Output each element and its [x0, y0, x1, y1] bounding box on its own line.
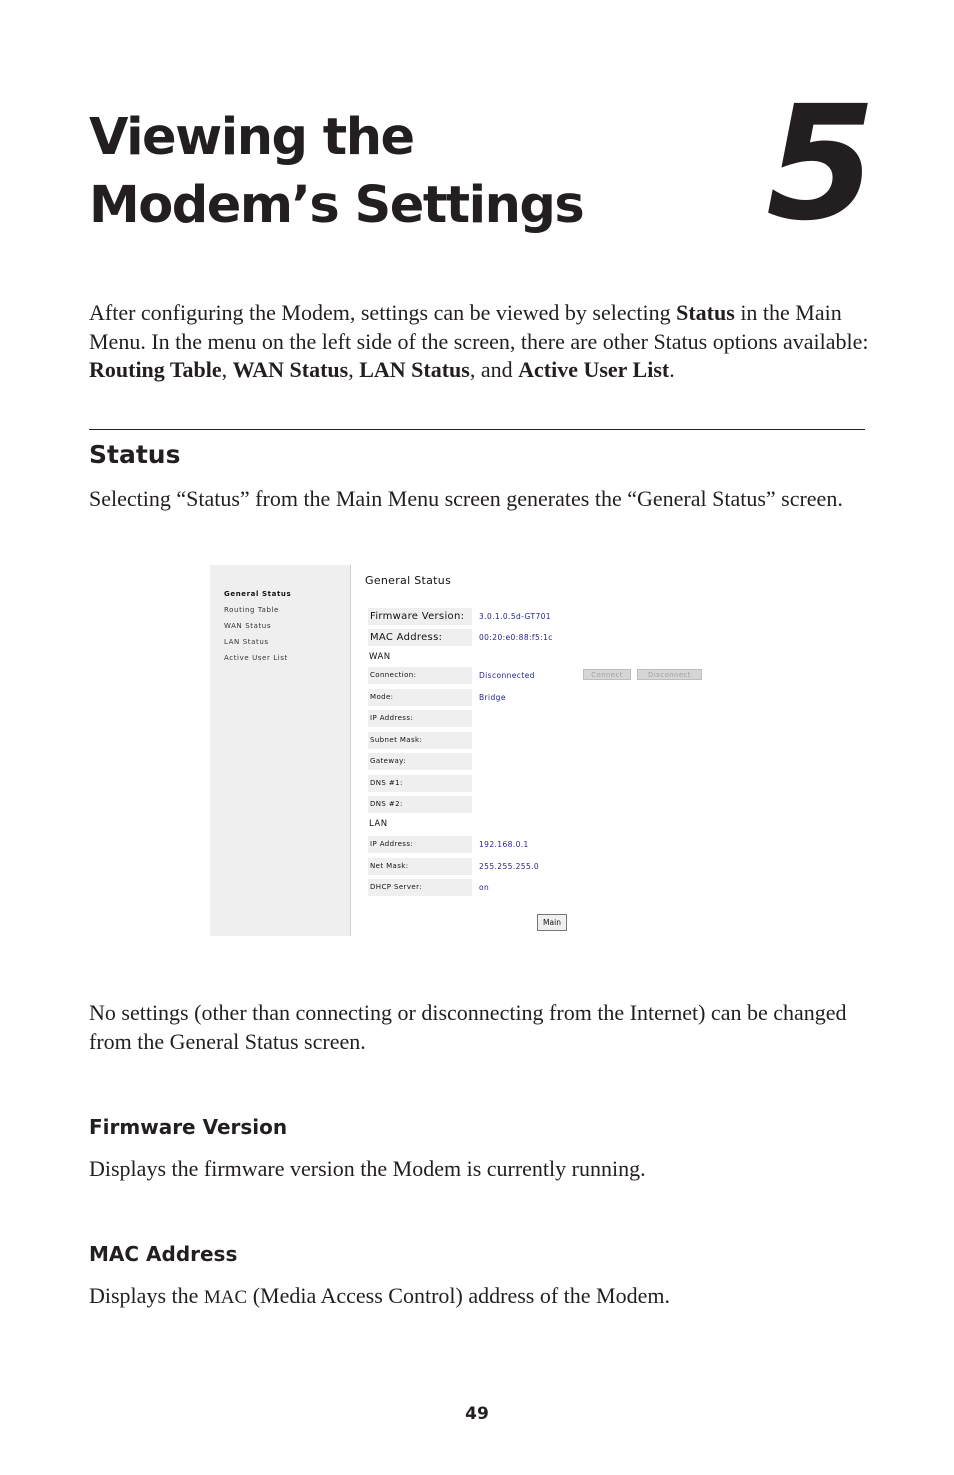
nav-wan-status[interactable]: WAN Status: [224, 622, 272, 630]
intro-status-term: Status: [676, 300, 735, 325]
disconnect-button[interactable]: Disconnect: [637, 669, 702, 680]
mac-address-heading: MAC Address: [89, 1242, 238, 1266]
mac-address-label: MAC Address:: [368, 629, 472, 646]
wan-connection-label: Connection:: [368, 667, 472, 684]
lan-net-mask-label: Net Mask:: [368, 858, 472, 875]
section-divider: [89, 429, 865, 430]
mac-address-value: 00:20:e0:88:f5:1c: [479, 633, 553, 642]
status-description: Selecting “Status” from the Main Menu screen generates the “General Status” screen.: [89, 486, 843, 511]
intro-sep-2: ,: [348, 357, 360, 382]
lan-net-mask-value: 255.255.255.0: [479, 862, 540, 871]
intro-text-2: in the Main Menu. In the menu on the left side of the screen, there are other Status options available:: [89, 300, 869, 354]
firmware-version-label: Firmware Version:: [368, 608, 472, 625]
nav-routing-table[interactable]: Routing Table: [224, 606, 279, 614]
chapter-title-line-2: Modem’s Settings: [89, 176, 584, 235]
wan-mode-label: Mode:: [368, 689, 472, 706]
nav-lan-status[interactable]: LAN Status: [224, 638, 269, 646]
lan-ip-address-value: 192.168.0.1: [479, 840, 529, 849]
intro-text-1: After configuring the Modem, settings can be viewed by selecting: [89, 300, 677, 325]
connect-button[interactable]: Connect: [583, 669, 631, 680]
general-status-screenshot: [210, 565, 710, 937]
no-settings-paragraph: No settings (other than connecting or disconnecting from the Internet) can be changed from the General Status screen.: [89, 1000, 847, 1054]
wan-heading: WAN: [369, 652, 391, 662]
wan-connection-value: Disconnected: [479, 671, 535, 680]
status-side-menu: [210, 565, 351, 936]
mac-text-after: (Media Access Control) address of the Modem.: [247, 1283, 670, 1308]
intro-routing-table-term: Routing Table: [89, 357, 222, 382]
wan-dns1-label: DNS #1:: [368, 775, 472, 792]
intro-sep-1: ,: [221, 357, 233, 382]
mac-address-description: [89, 1282, 869, 1313]
intro-active-user-list-term: Active User List: [518, 357, 670, 382]
wan-gateway-label: Gateway:: [368, 753, 472, 770]
wan-dns2-label: DNS #2:: [368, 796, 472, 813]
intro-lan-status-term: LAN Status: [359, 357, 470, 382]
firmware-version-description: Displays the firmware version the Modem is currently running.: [89, 1156, 646, 1181]
intro-end: .: [669, 357, 675, 382]
lan-dhcp-server-value: on: [479, 883, 490, 892]
mac-text-before: Displays the: [89, 1283, 204, 1308]
chapter-number: 5: [766, 72, 872, 256]
firmware-version-heading: Firmware Version: [89, 1115, 288, 1139]
chapter-title: [89, 104, 583, 240]
intro-wan-status-term: WAN Status: [232, 357, 349, 382]
chapter-title-line-1: Viewing the: [89, 108, 414, 167]
intro-paragraph: [89, 299, 869, 385]
firmware-version-value: 3.0.1.0.5d-GT701: [479, 612, 551, 621]
general-status-title: General Status: [365, 574, 452, 587]
lan-dhcp-server-label: DHCP Server:: [368, 879, 472, 896]
nav-active-user-list[interactable]: Active User List: [224, 654, 288, 662]
intro-sep-3: , and: [469, 357, 519, 382]
lan-heading: LAN: [369, 819, 388, 829]
main-button[interactable]: Main: [537, 914, 567, 931]
wan-mode-value: Bridge: [479, 693, 506, 702]
wan-ip-address-label: IP Address:: [368, 710, 472, 727]
nav-general-status[interactable]: General Status: [224, 590, 292, 598]
status-section-title: Status: [89, 440, 181, 469]
wan-subnet-mask-label: Subnet Mask:: [368, 732, 472, 749]
lan-ip-address-label: IP Address:: [368, 836, 472, 853]
page-number: 49: [465, 1404, 489, 1424]
mac-abbreviation: MAC: [203, 1287, 248, 1308]
